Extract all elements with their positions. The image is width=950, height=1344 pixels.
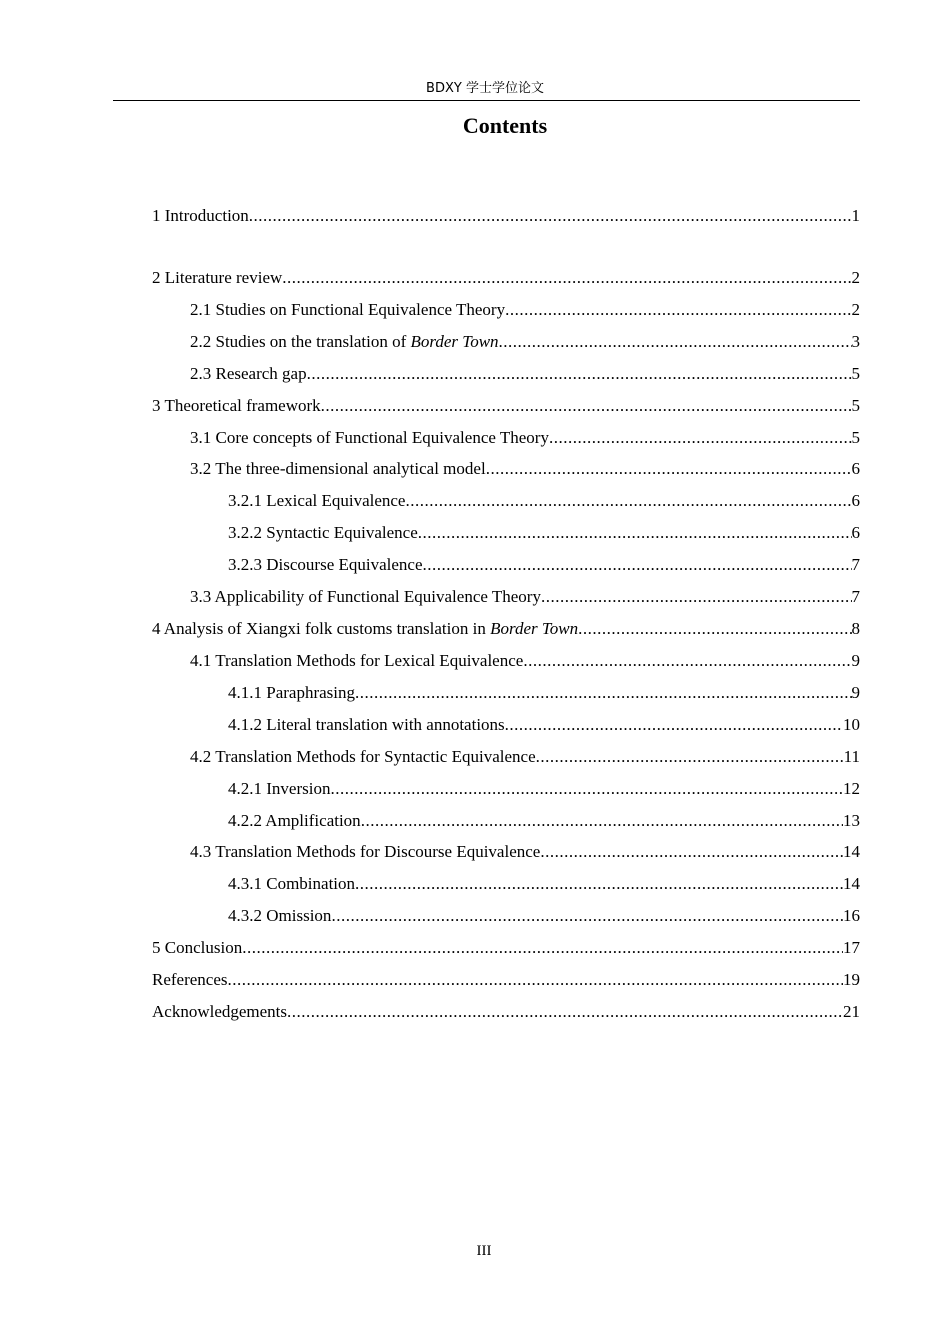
toc-entry[interactable] [228,553,860,577]
toc-entry-title: 3.2 The three-dimensional analytical model [190,459,486,478]
toc-entry[interactable] [228,521,860,545]
toc-entry-title: Acknowledgements [152,1002,288,1021]
toc-entry[interactable] [152,204,860,228]
page-header: BDXY 学士学位论文 [426,81,544,96]
dot-leader [499,330,852,354]
toc-entry[interactable] [152,394,860,418]
toc-entry-title: 3.2.2 Syntactic Equivalence [228,523,418,542]
toc-entry-page: 6 [851,523,860,542]
toc-entry[interactable] [228,489,860,513]
toc-entry-page: 7 [851,587,860,606]
toc-entry-page: 16 [843,906,860,925]
toc-entry-title: 4.1.1 Paraphrasing [228,683,356,702]
toc-entry-title: 2.1 Studies on Functional Equivalence Theory [190,300,506,319]
dot-leader [505,298,851,322]
dot-leader [523,649,851,673]
dot-leader [540,840,843,864]
toc-entry-page: 19 [843,970,860,989]
toc-entry-page: 2 [851,300,860,319]
toc-entry[interactable] [152,968,860,992]
toc-entry[interactable] [228,809,860,833]
toc-entry-title: 3 Theoretical framework [152,396,321,415]
toc-entry-page: 14 [843,874,860,893]
page-title: Contents [462,113,548,138]
toc-entry-page: 5 [851,396,860,415]
dot-leader [423,553,852,577]
toc-entry-title-italic: Border Town [410,332,499,351]
toc-entry-page: 14 [843,842,860,861]
toc-entry-page: 13 [843,811,860,830]
dot-leader [249,204,852,228]
toc-entry[interactable] [190,330,860,354]
toc-entry[interactable] [152,936,860,960]
dot-leader [228,968,843,992]
toc-entry[interactable] [190,426,860,450]
dot-leader [330,777,843,801]
toc-entry-page: 12 [843,779,860,798]
toc-entry-page: 7 [851,555,860,574]
dot-leader [405,489,851,513]
toc-entry-page: 9 [851,683,860,702]
toc-entry[interactable] [190,649,860,673]
toc-entry-title: 4.1 Translation Methods for Lexical Equivalence [190,651,524,670]
toc-entry-title-text: 4 Analysis of Xiangxi folk customs translation in [152,619,491,638]
dot-leader [307,362,852,386]
toc-entry-page: 6 [851,459,860,478]
toc-entry-title: 5 Conclusion [152,938,243,957]
toc-entry-title: 3.1 Core concepts of Functional Equivalence Theory [190,428,549,447]
toc-entry-page: 1 [851,206,860,225]
toc-entry[interactable] [152,617,860,641]
toc-entry-page: 2 [851,268,860,287]
toc-entry-page: 17 [843,938,860,957]
toc-entry-title: 4.2.1 Inversion [228,779,331,798]
dot-leader [361,809,843,833]
toc-entry-title: 4.3.1 Combination [228,874,356,893]
toc-entry[interactable] [190,298,860,322]
toc-entry-page: 8 [851,619,860,638]
toc-entry-title: 3.3 Applicability of Functional Equivalence Theory [190,587,541,606]
toc-entry[interactable] [190,457,860,481]
toc-entry-page: 10 [843,715,860,734]
toc-entry-title: 4.2 Translation Methods for Syntactic Equivalence [190,747,536,766]
toc-entry-title: 3.2.3 Discourse Equivalence [228,555,423,574]
dot-leader [549,426,852,450]
dot-leader [282,266,851,290]
dot-leader [287,1000,843,1024]
page-number: III [476,1243,492,1259]
toc-entry[interactable] [190,585,860,609]
dot-leader [355,872,843,896]
toc-entry-page: 6 [851,491,860,510]
toc-entry-page: 5 [851,364,860,383]
toc-entry[interactable] [228,713,860,737]
toc-entry[interactable] [228,777,860,801]
dot-leader [355,681,851,705]
dot-leader [536,745,844,769]
dot-leader [505,713,843,737]
toc-entry-page: 21 [843,1002,860,1021]
toc-entry[interactable] [190,362,860,386]
toc-entry-title: 4.3 Translation Methods for Discourse Equivalence [190,842,541,861]
toc-entry[interactable] [228,904,860,928]
toc-entry[interactable] [228,872,860,896]
toc-entry-title: 4.3.2 Omission [228,906,332,925]
toc-entry-title [190,330,499,354]
toc-entry-page: 5 [851,428,860,447]
toc-entry-title-text: 2.2 Studies on the translation of [190,332,411,351]
dot-leader [331,904,843,928]
dot-leader [486,457,852,481]
dot-leader [242,936,843,960]
toc-entry[interactable] [190,745,860,769]
toc-entry[interactable] [228,681,860,705]
toc-entry-title: 2 Literature review [152,268,283,287]
dot-leader [578,617,851,641]
toc-entry-title: 4.2.2 Amplification [228,811,361,830]
toc-entry-title: 1 Introduction [152,206,249,225]
toc-entry[interactable] [190,840,860,864]
toc-entry[interactable] [152,266,860,290]
toc-entry-title: 4.1.2 Literal translation with annotations [228,715,505,734]
toc-entry-page: 3 [851,332,860,351]
dot-leader [418,521,852,545]
toc-entry-page: 9 [851,651,860,670]
toc-entry-title-italic: Border Town [490,619,579,638]
toc-entry-page: 11 [843,747,860,766]
toc-entry-title: 3.2.1 Lexical Equivalence [228,491,406,510]
toc-entry-title: 2.3 Research gap [190,364,307,383]
dot-leader [321,394,852,418]
toc-entry-title [152,617,578,641]
dot-leader [541,585,852,609]
toc-entry[interactable] [152,1000,860,1024]
toc-entry-title: References [152,970,228,989]
